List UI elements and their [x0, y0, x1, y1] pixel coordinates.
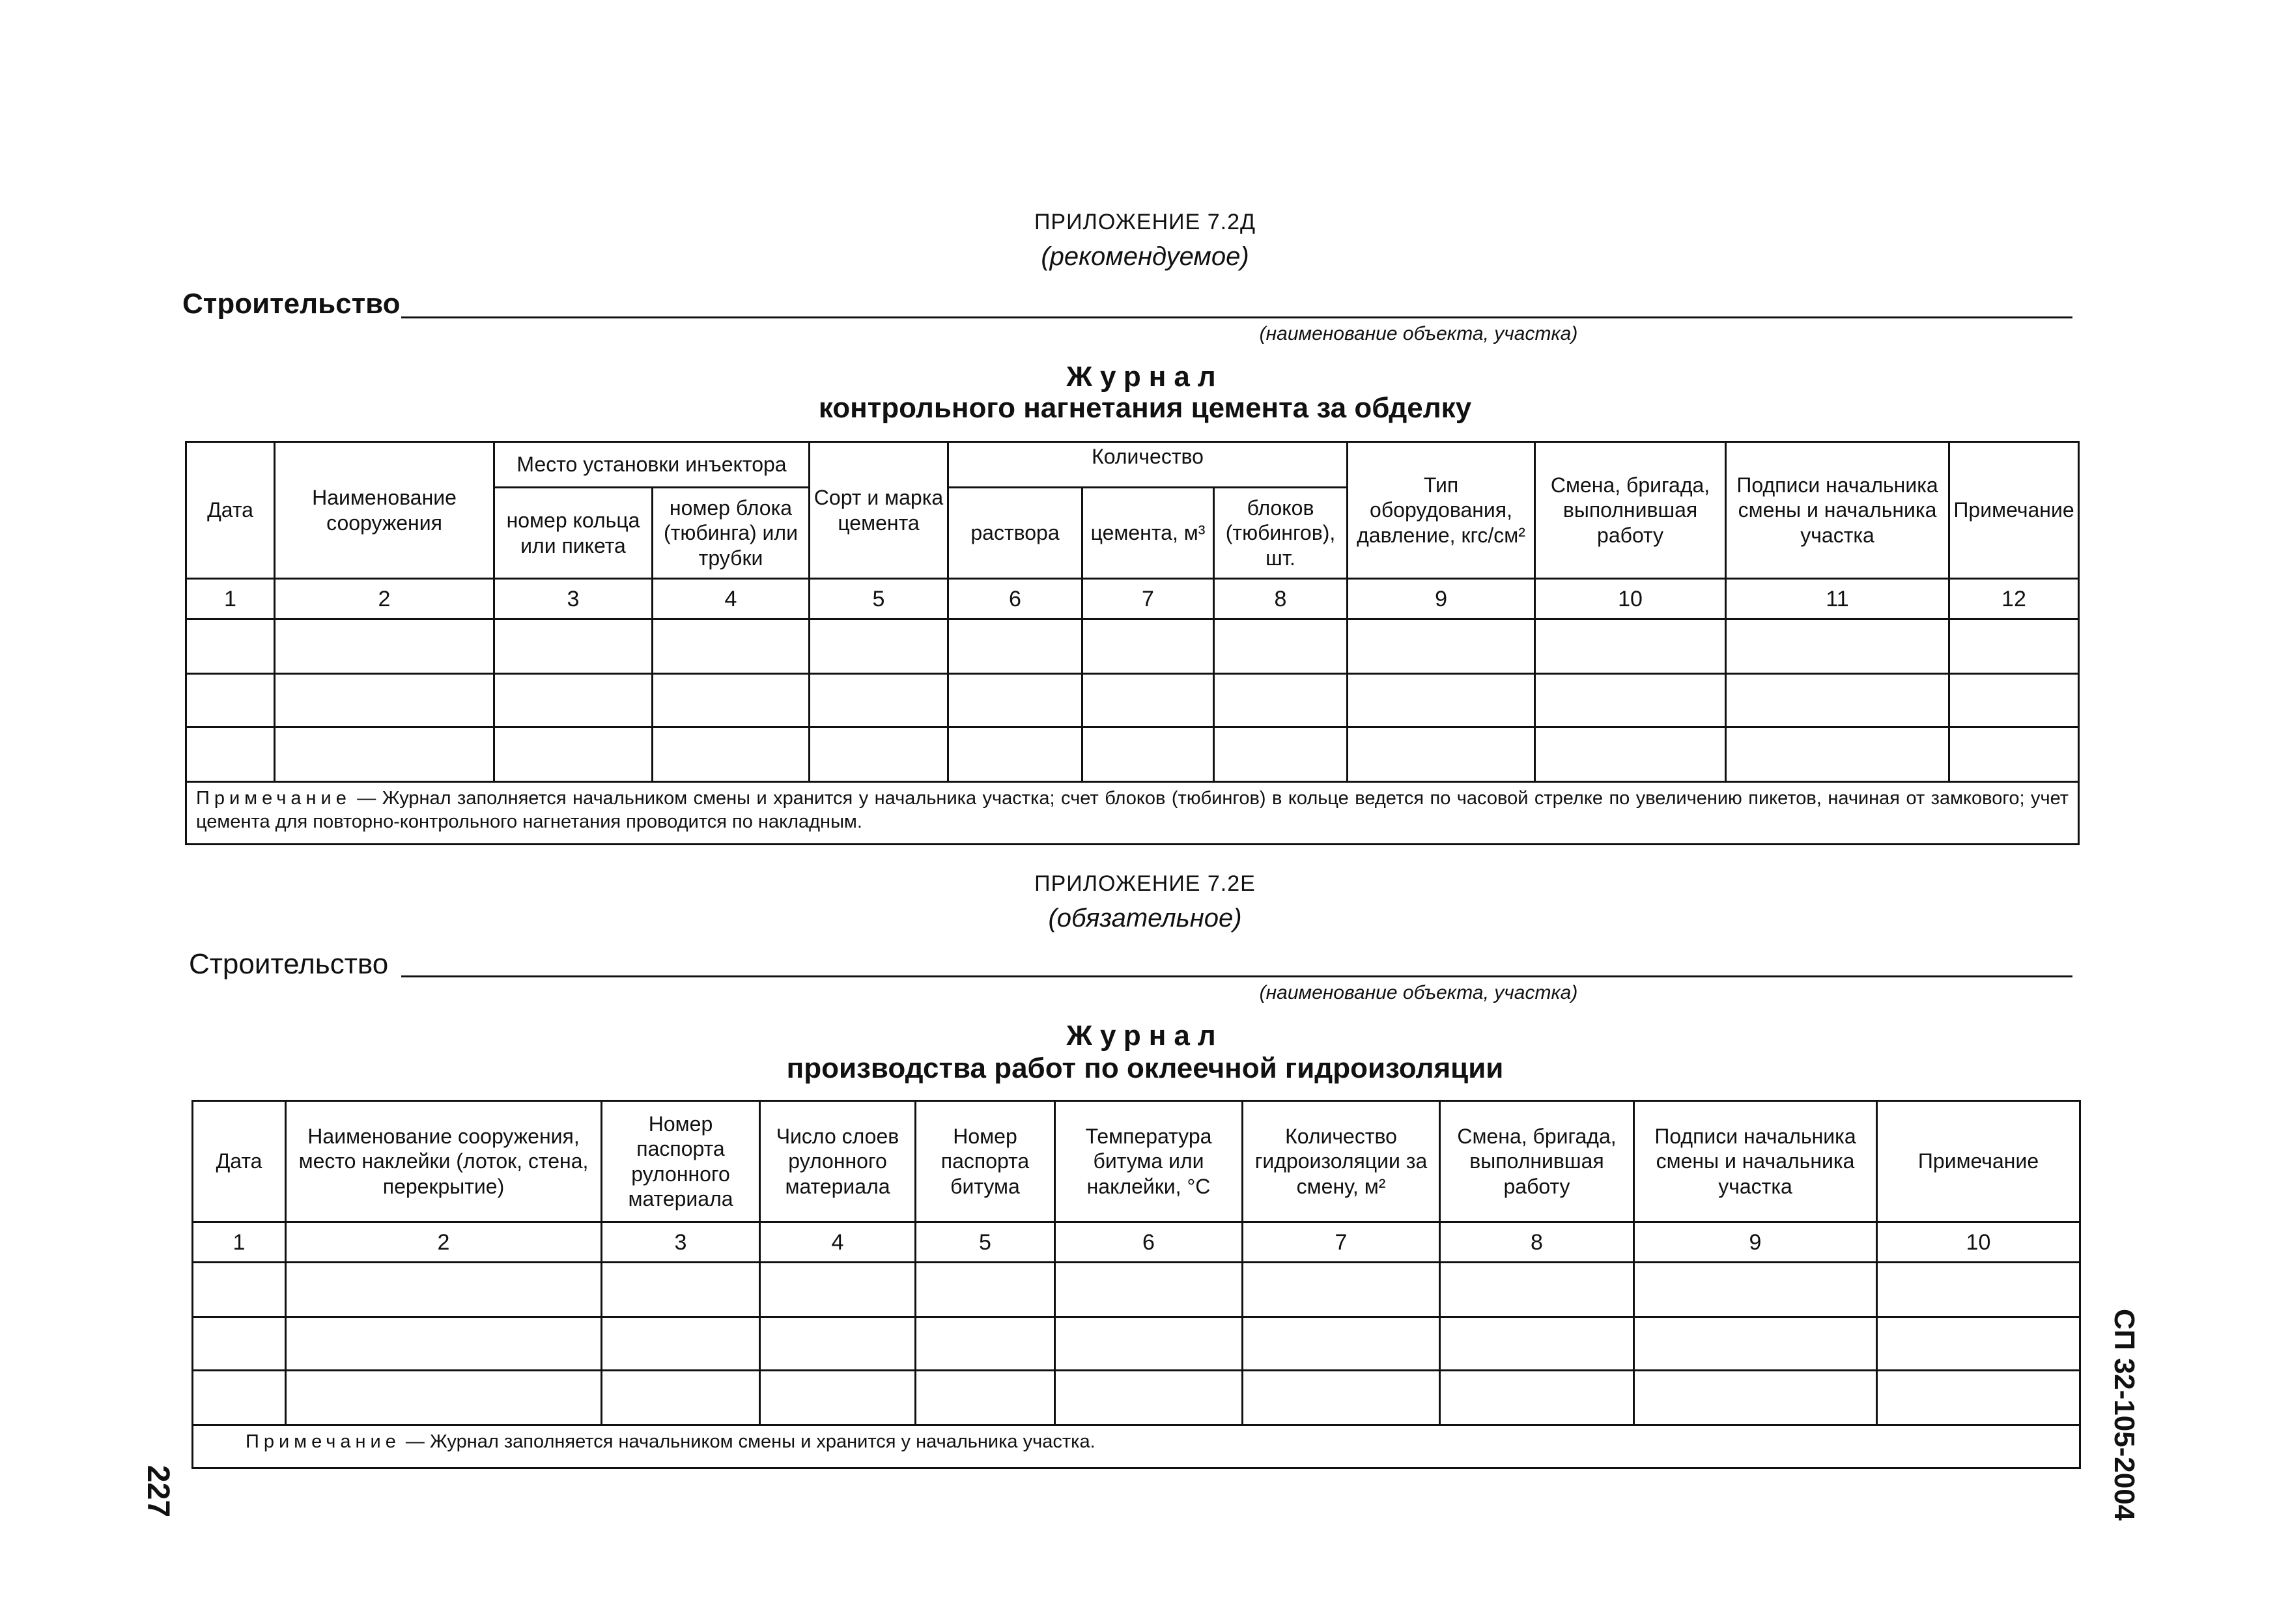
note-text: — Журнал заполняется начальником смены и хранится у начальника участка; счет блоков (тюбингов) в кольце ведется по часовой стрелке по увеличению пикетов, начиная от замкового; учет цемента для повторно-контрольного нагнетания проводится по накладным.	[196, 788, 2069, 833]
blank-cell[interactable]	[193, 1263, 286, 1317]
journal-1-title: контрольного нагнетания цемента за обделку	[818, 392, 1472, 424]
blank-cell[interactable]	[1214, 727, 1348, 782]
appendix-1-status: (рекомендуемое)	[1041, 242, 1249, 271]
blank-cell[interactable]	[760, 1263, 916, 1317]
blank-cell[interactable]	[1877, 1371, 2080, 1425]
header-signatures: Подписи начальника смены и начальника участка	[1634, 1101, 1877, 1222]
blank-cell[interactable]	[1055, 1263, 1243, 1317]
blank-cell[interactable]	[602, 1371, 760, 1425]
construction-field-2[interactable]	[401, 975, 2072, 977]
column-number: 6	[948, 579, 1082, 619]
header-structure-name: Наименование сооружения, место наклейки (лоток, стена, перекрытие)	[286, 1101, 602, 1222]
header-shift: Смена, бригада, выполнившая работу	[1440, 1101, 1634, 1222]
header-blocks: блоков (тюбингов), шт.	[1214, 488, 1348, 579]
journal-1-table	[185, 441, 2080, 845]
header-date: Дата	[186, 442, 275, 579]
blank-cell[interactable]	[1634, 1317, 1877, 1371]
appendix-2-heading: ПРИЛОЖЕНИЕ 7.2Е	[1034, 871, 1256, 896]
blank-cell[interactable]	[286, 1263, 602, 1317]
blank-cell[interactable]	[1055, 1317, 1243, 1371]
blank-cell[interactable]	[810, 619, 948, 674]
document-code: СП 32-105-2004	[2108, 1309, 2140, 1521]
blank-cell[interactable]	[1348, 674, 1535, 727]
construction-caption-1: (наименование объекта, участка)	[1259, 323, 1578, 344]
blank-cell[interactable]	[1440, 1263, 1634, 1317]
blank-cell[interactable]	[186, 727, 275, 782]
blank-cell[interactable]	[1877, 1317, 2080, 1371]
column-number: 1	[193, 1222, 286, 1263]
blank-cell[interactable]	[1243, 1263, 1440, 1317]
header-quantity: Количество гидроизоляции за смену, м²	[1243, 1101, 1440, 1222]
blank-cell[interactable]	[760, 1317, 916, 1371]
header-ring-number: номер кольца или пикета	[494, 488, 653, 579]
header-roll-passport: Номер паспорта рулонного материала	[602, 1101, 760, 1222]
blank-cell[interactable]	[810, 727, 948, 782]
blank-cell[interactable]	[916, 1371, 1055, 1425]
appendix-1-heading: ПРИЛОЖЕНИЕ 7.2Д	[1034, 210, 1256, 234]
table-row	[193, 1371, 2080, 1425]
blank-cell[interactable]	[1535, 674, 1726, 727]
blank-cell[interactable]	[1634, 1263, 1877, 1317]
blank-cell[interactable]	[602, 1317, 760, 1371]
blank-cell[interactable]	[1634, 1371, 1877, 1425]
blank-cell[interactable]	[1348, 727, 1535, 782]
blank-cell[interactable]	[1082, 674, 1214, 727]
table-row	[186, 674, 2079, 727]
header-quantity: Количество	[948, 442, 1348, 488]
blank-cell[interactable]	[653, 619, 810, 674]
blank-cell[interactable]	[286, 1317, 602, 1371]
header-layers: Число слоев рулонного материала	[760, 1101, 916, 1222]
column-number: 11	[1726, 579, 1949, 619]
note-label: Примечание	[196, 788, 351, 809]
blank-cell[interactable]	[193, 1371, 286, 1425]
column-number: 12	[1949, 579, 2079, 619]
blank-cell[interactable]	[948, 619, 1082, 674]
blank-cell[interactable]	[1440, 1317, 1634, 1371]
blank-cell[interactable]	[494, 619, 653, 674]
column-number: 3	[494, 579, 653, 619]
table-row	[193, 1317, 2080, 1371]
column-number: 4	[760, 1222, 916, 1263]
page-number: 227	[141, 1465, 175, 1518]
blank-cell[interactable]	[286, 1371, 602, 1425]
note-text: — Журнал заполняется начальником смены и хранится у начальника участка.	[400, 1431, 1096, 1452]
column-number: 7	[1082, 579, 1214, 619]
header-structure-name: Наименование сооружения	[275, 442, 494, 579]
header-bitumen-passport: Номер паспорта битума	[916, 1101, 1055, 1222]
blank-cell[interactable]	[948, 674, 1082, 727]
header-block-number: номер блока (тюбинга) или трубки	[653, 488, 810, 579]
blank-cell[interactable]	[1214, 619, 1348, 674]
column-number: 8	[1440, 1222, 1634, 1263]
blank-cell[interactable]	[275, 727, 494, 782]
blank-cell[interactable]	[1949, 674, 2079, 727]
table-row	[186, 619, 2079, 674]
construction-label-2: Строительство	[189, 948, 389, 980]
blank-cell[interactable]	[653, 674, 810, 727]
header-shift: Смена, бригада, выполнившая работу	[1535, 442, 1726, 579]
table-note	[193, 1425, 2080, 1468]
blank-cell[interactable]	[186, 674, 275, 727]
blank-cell[interactable]	[810, 674, 948, 727]
blank-cell[interactable]	[602, 1263, 760, 1317]
table-note	[186, 782, 2079, 845]
column-number: 6	[1055, 1222, 1243, 1263]
blank-cell[interactable]	[653, 727, 810, 782]
header-date: Дата	[193, 1101, 286, 1222]
blank-cell[interactable]	[494, 674, 653, 727]
column-number: 7	[1243, 1222, 1440, 1263]
construction-label-1: Строительство	[182, 288, 401, 320]
column-number: 5	[810, 579, 948, 619]
blank-cell[interactable]	[186, 619, 275, 674]
column-number: 8	[1214, 579, 1348, 619]
blank-cell[interactable]	[1348, 619, 1535, 674]
blank-cell[interactable]	[1082, 619, 1214, 674]
blank-cell[interactable]	[1726, 674, 1949, 727]
header-remark: Примечание	[1877, 1101, 2080, 1222]
blank-cell[interactable]	[1243, 1371, 1440, 1425]
blank-cell[interactable]	[1877, 1263, 2080, 1317]
journal-2-table	[191, 1100, 2081, 1469]
header-signatures: Подписи начальника смены и начальника участка	[1726, 442, 1949, 579]
journal-2-title-word: Журнал	[1066, 1020, 1224, 1052]
header-injector-location: Место установки инъектора	[494, 442, 810, 488]
appendix-2-status: (обязательное)	[1048, 904, 1242, 932]
blank-cell[interactable]	[275, 674, 494, 727]
header-cement: цемента, м³	[1082, 488, 1214, 579]
blank-cell[interactable]	[1726, 727, 1949, 782]
blank-cell[interactable]	[193, 1317, 286, 1371]
column-number: 4	[653, 579, 810, 619]
blank-cell[interactable]	[1243, 1317, 1440, 1371]
column-number: 10	[1877, 1222, 2080, 1263]
journal-2-title: производства работ по оклеечной гидроизоляции	[786, 1052, 1504, 1084]
blank-cell[interactable]	[1535, 727, 1726, 782]
blank-cell[interactable]	[1535, 619, 1726, 674]
blank-cell[interactable]	[1440, 1371, 1634, 1425]
column-number: 3	[602, 1222, 760, 1263]
blank-cell[interactable]	[916, 1263, 1055, 1317]
column-number: 9	[1348, 579, 1535, 619]
column-number: 9	[1634, 1222, 1877, 1263]
column-number: 2	[286, 1222, 602, 1263]
note-label: Примечание	[246, 1431, 401, 1452]
blank-cell[interactable]	[916, 1317, 1055, 1371]
blank-cell[interactable]	[494, 727, 653, 782]
blank-cell[interactable]	[948, 727, 1082, 782]
blank-cell[interactable]	[760, 1371, 916, 1425]
journal-1-title-word: Журнал	[1066, 361, 1224, 393]
column-number: 1	[186, 579, 275, 619]
construction-field-1[interactable]	[401, 316, 2072, 318]
blank-cell[interactable]	[275, 619, 494, 674]
header-mortar: раствора	[948, 488, 1082, 579]
blank-cell[interactable]	[1214, 674, 1348, 727]
table-row	[186, 727, 2079, 782]
blank-cell[interactable]	[1949, 727, 2079, 782]
column-number: 2	[275, 579, 494, 619]
table-row	[193, 1263, 2080, 1317]
construction-caption-2: (наименование объекта, участка)	[1259, 982, 1578, 1003]
column-number: 5	[916, 1222, 1055, 1263]
blank-cell[interactable]	[1726, 619, 1949, 674]
header-cement-grade: Сорт и марка цемента	[810, 442, 948, 579]
column-number: 10	[1535, 579, 1726, 619]
blank-cell[interactable]	[1082, 727, 1214, 782]
header-equipment: Тип оборудования, давление, кгс/см²	[1348, 442, 1535, 579]
blank-cell[interactable]	[1055, 1371, 1243, 1425]
blank-cell[interactable]	[1949, 619, 2079, 674]
header-remark: Примечание	[1949, 442, 2079, 579]
header-temperature: Температура битума или наклейки, °С	[1055, 1101, 1243, 1222]
